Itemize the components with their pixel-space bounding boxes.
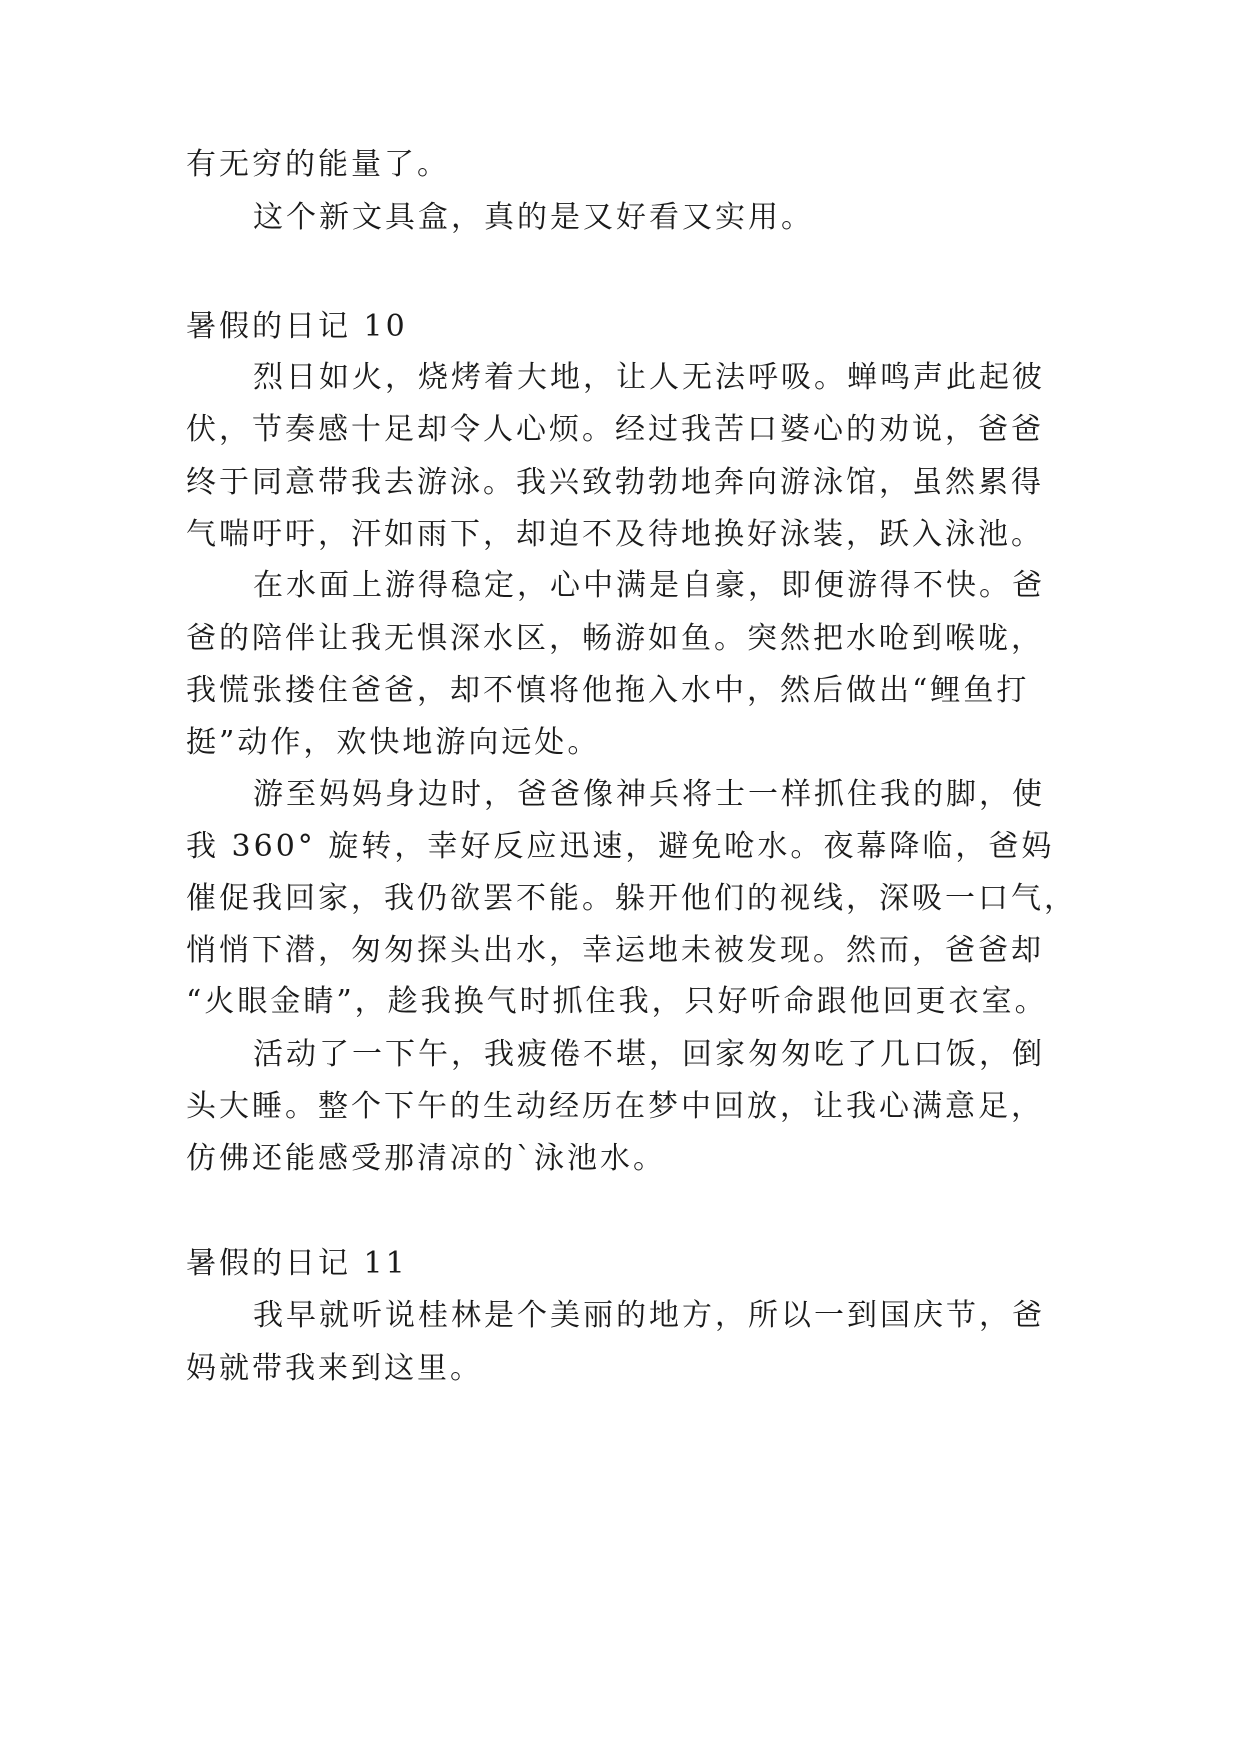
paragraph-line: 终于同意带我去游泳。我兴致勃勃地奔向游泳馆，虽然累得 [186, 465, 1044, 500]
paragraph-line: 气喘吁吁，汗如雨下，却迫不及待地换好泳装，跃入泳池。 [186, 517, 1044, 552]
paragraph-line: 有无穷的能量了。 [186, 147, 450, 182]
paragraph-line: 仿佛还能感受那清凉的`泳池水。 [186, 1141, 666, 1176]
section-heading: 暑假的日记 10 [186, 309, 408, 344]
paragraph-line: “火眼金睛”，趁我换气时抓住我，只好听命跟他回更衣室。 [186, 984, 1048, 1019]
paragraph-line: 伏，节奏感十足却令人心烦。经过我苦口婆心的劝说，爸爸 [186, 412, 1044, 447]
paragraph-line: 烈日如火，烧烤着大地，让人无法呼吸。蝉鸣声此起彼 [253, 360, 1045, 395]
section-heading: 暑假的日记 11 [186, 1246, 408, 1281]
paragraph-line: 挺”动作，欢快地游向远处。 [186, 725, 601, 760]
paragraph-line: 游至妈妈身边时，爸爸像神兵将士一样抓住我的脚，使 [253, 777, 1045, 812]
paragraph-line: 催促我回家，我仍欲罢不能。躲开他们的视线，深吸一口气， [186, 881, 1077, 916]
paragraph-line: 爸的陪伴让我无惧深水区，畅游如鱼。突然把水呛到喉咙， [186, 621, 1044, 656]
paragraph-line: 我慌张搂住爸爸，却不慎将他拖入水中，然后做出“鲤鱼打 [186, 673, 1030, 708]
paragraph-line: 这个新文具盒，真的是又好看又实用。 [253, 200, 814, 235]
paragraph-line: 我早就听说桂林是个美丽的地方，所以一到国庆节，爸 [253, 1298, 1045, 1333]
paragraph-line: 悄悄下潜，匆匆探头出水，幸运地未被发现。然而，爸爸却 [186, 933, 1044, 968]
paragraph-line: 在水面上游得稳定，心中满是自豪，即便游得不快。爸 [253, 568, 1045, 603]
paragraph-line: 活动了一下午，我疲倦不堪，回家匆匆吃了几口饭，倒 [253, 1037, 1045, 1072]
paragraph-line: 妈就带我来到这里。 [186, 1351, 483, 1386]
paragraph-line: 我 360° 旋转，幸好反应迅速，避免呛水。夜幕降临，爸妈 [186, 829, 1055, 864]
paragraph-line: 头大睡。整个下午的生动经历在梦中回放，让我心满意足， [186, 1089, 1044, 1124]
